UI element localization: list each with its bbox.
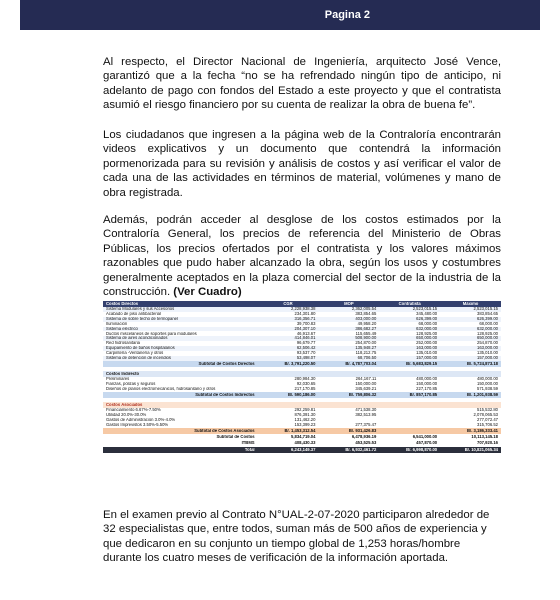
cell-maximo: 128,925.00 [477, 331, 498, 336]
row-label: Carpintería -Ventanería y otros [106, 351, 164, 356]
cell-maximo: B/. 10,821,065.34 [464, 447, 498, 452]
cell-mop: 264,167.11 [355, 377, 377, 382]
cell-maximo: 2,523,015.15 [473, 307, 498, 312]
cell-contratista: 345,480.00 [416, 312, 438, 317]
cell-contratista: 2,523,015.15 [412, 307, 438, 312]
cell-contratista: 128,925.00 [416, 331, 438, 336]
cell-mop: 254,870.00 [355, 341, 377, 346]
cell-contratista: 457,870.00 [416, 441, 438, 446]
cell-cgr: 96,679.77 [296, 341, 316, 346]
row-label: Red hidrosanitaria [106, 341, 140, 346]
cell-maximo: 157,000.00 [477, 356, 498, 361]
row-label: Fianzas, pólizas y seguros [106, 382, 156, 387]
cell-contratista: 163,000.00 [416, 346, 438, 351]
cell-maximo: 10,113,145.18 [471, 435, 498, 440]
cell-contratista: B/. 5,683,829.15 [406, 361, 438, 366]
row-label: Acabado de piso antibacterial [106, 312, 161, 317]
cell-cgr: 408,430.33 [294, 441, 316, 446]
cell-mop: 49,958.20 [357, 321, 377, 326]
col-header-mop: MOP [344, 301, 354, 306]
col-header-cgr: CGR [283, 301, 293, 306]
cell-maximo: 383,854.65 [477, 312, 498, 317]
row-label: Equipamiento de baños hospitalarios [106, 346, 175, 351]
cell-contratista: 6,541,000.00 [412, 435, 438, 440]
cell-cgr: 39,700.83 [296, 321, 316, 326]
direct-subtotal-row [103, 361, 501, 367]
cell-mop: 118,212.75 [355, 351, 377, 356]
table-row [103, 387, 501, 392]
cell-cgr: 217,170.85 [294, 387, 316, 392]
indirect-section-label: Costos Indirecto [106, 371, 140, 376]
row-label: Sistema eléctrico [106, 326, 138, 331]
paragraph-1: Al respecto, el Director Nacional de Ingeniería, arquitecto José Vence, garantizó que a la fecha “no se ha refrendado ningún tipo de anticipo, ni adelanto de pago con fondos del Estado a este proyecto y que el contratista asumió el riesgo financiero por su cuenta de realizar la obra de buena fe”. [103, 56, 501, 112]
cell-cgr: 62,506.42 [296, 346, 316, 351]
row-label: Gastos Imprevistos 3.50%-5.50% [106, 423, 169, 428]
cell-contratista: 68,000.00 [418, 321, 438, 326]
cell-contratista: 626,399.00 [416, 316, 438, 321]
cell-contratista: 227,170.85 [416, 387, 438, 392]
row-label: Sistema Modulares y sus Accesorios [106, 307, 175, 312]
cell-cgr: 92,030.65 [296, 382, 316, 387]
cell-maximo: B/. 3,186,333.41 [467, 428, 498, 433]
table-header-row [103, 301, 501, 307]
cell-maximo: 480,000.00 [477, 377, 498, 382]
cell-cgr: 414,846.01 [294, 336, 316, 341]
cell-maximo: 277,072.47 [477, 418, 498, 423]
cell-maximo: 68,000.00 [479, 321, 498, 326]
cost-table [103, 301, 501, 453]
cell-mop: 508,900.00 [355, 336, 377, 341]
paragraph-3-text: Además, podrán acceder al desglose de los costos estimados por la Contraloría General, los precios de referencia del Ministerio de Obras Públicas, los precios ofertados por el contratista y los valores máximos razonables que pudo haber alcanzado la obra, según los usos y costumbres generalmente aceptados en la plaza comercial del sector de la industria de la construcción. [103, 214, 501, 299]
cell-contratista: 157,000.00 [416, 356, 438, 361]
cell-mop: B/. 759,806.32 [348, 392, 377, 397]
itbms-row [103, 441, 501, 447]
direct-costs-body [103, 307, 501, 361]
cell-maximo: 135,010.00 [477, 351, 498, 356]
ver-cuadro-link[interactable]: (Ver Cuadro) [173, 286, 242, 299]
row-label: Subtotal de Costos Indirectos [195, 392, 255, 397]
table-row [103, 356, 501, 361]
cell-maximo: B/. 1,201,938.59 [467, 392, 498, 397]
cell-cgr: 292,259.81 [294, 408, 316, 413]
cell-maximo: 571,938.59 [477, 387, 498, 392]
cell-maximo: 515,532.80 [477, 408, 498, 413]
row-label: Total [244, 447, 255, 452]
cell-mop: 345,639.21 [355, 387, 377, 392]
cell-cgr: 46,913.67 [296, 331, 316, 336]
cell-mop: 6,478,936.19 [351, 435, 377, 440]
cell-mop: 382,513.95 [355, 413, 377, 418]
cell-cgr: 204,307.10 [294, 326, 316, 331]
paragraph-2: Los ciudadanos que ingresen a la página web de la Contraloría encontrarán videos explicativos y un documento que contendrá la información pormenorizada para su revisión y análisis de costos y así verificar el valor de cada una de las actividades en términos de material, volúmenes y mano de obra registrada. [103, 129, 501, 199]
cell-maximo: 626,399.00 [477, 316, 498, 321]
row-label: Subtotal de Costos [216, 435, 255, 440]
cell-cgr: 5,834,719.04 [291, 435, 316, 440]
cell-cgr: B/. 3,791,220.50 [284, 361, 316, 366]
cell-mop: 2,362,005.54 [351, 307, 377, 312]
indirect-subtotal-row [103, 392, 501, 398]
cell-contratista: 252,000.00 [416, 341, 438, 346]
row-label: Gastos de Administración 3.0%-4.0% [106, 418, 176, 423]
cell-cgr: 234,301.80 [294, 312, 316, 317]
row-label: ITBMS [241, 441, 255, 446]
row-label: Diseños de planos electromecánicos, hidrosanitario y otros [106, 387, 216, 392]
cell-cgr: 876,391.30 [294, 413, 316, 418]
cell-cgr: 280,984.30 [294, 377, 316, 382]
cell-maximo: 150,000.00 [477, 382, 498, 387]
cell-mop: 150,000.00 [355, 382, 377, 387]
table-row [103, 423, 501, 428]
cell-mop: 115,655.49 [355, 331, 377, 336]
assoc-section-label: Costos Asociados [106, 402, 143, 407]
row-label: Sistema de sobre techo de termopanel [106, 316, 178, 321]
cell-mop: 68,706.50 [357, 356, 377, 361]
cell-contratista: B/. 857,170.85 [409, 392, 438, 397]
cell-maximo: 254,870.00 [477, 341, 498, 346]
cell-cgr: B/. 1,453,312.54 [284, 428, 316, 433]
cell-mop: 135,948.27 [355, 346, 377, 351]
row-label: Sistema de aires acondicionados [106, 336, 168, 341]
cell-contratista: 150,000.00 [416, 382, 438, 387]
page-number-label: Pagina 2 [324, 9, 370, 21]
cell-cgr: B/. 590,186.00 [287, 392, 316, 397]
row-label: Financiamiento 6.67%-7.50% [106, 408, 161, 413]
cell-maximo: 650,000.00 [477, 336, 498, 341]
cell-mop: 277,375.47 [355, 423, 377, 428]
col-header-contratista: Contratista [398, 301, 421, 306]
subtotal-costos-row [103, 434, 501, 440]
cell-cgr: 53,498.07 [296, 356, 316, 361]
cell-cgr: 131,462.20 [294, 418, 316, 423]
table-header-label: Costos Directos [106, 301, 139, 306]
cell-mop: 471,538.30 [355, 408, 377, 413]
cell-contratista: 632,000.00 [416, 326, 438, 331]
page-header-bar [20, 0, 540, 30]
cell-cgr: 93,537.70 [296, 351, 316, 356]
cell-mop: 383,854.65 [355, 312, 377, 317]
row-label: Utilidad 20.0%-30.0% [106, 413, 147, 418]
cell-maximo: B/. 5,724,873.18 [467, 361, 498, 366]
paragraph-4: En el examen previo al Contrato N°UAL-2-07-2020 participaron alrededor de 32 especialistas que, entre todos, suman más de 500 años de experiencia y que dedicaron en su conjunto un tiempo global de 1,253 horas/hombre durante los cuatro meses de verificación de la información aportada. [103, 509, 490, 565]
cell-maximo: 163,000.00 [477, 346, 498, 351]
paragraph-3 [103, 213, 501, 299]
cell-mop: B/. 931,426.83 [348, 428, 377, 433]
row-label: Ductos misceláneos de soportes para modulares [106, 331, 197, 336]
col-header-maximo: Máximo [462, 301, 479, 306]
cell-contratista: 650,000.00 [416, 336, 438, 341]
cell-maximo: 2,078,065.53 [473, 413, 498, 418]
row-label: Subtotal de Costos Asociados [194, 428, 255, 433]
row-label: Subtotal de Costos Directos [198, 361, 255, 366]
cell-mop: 403,000.00 [355, 316, 377, 321]
indirect-costs-body [103, 377, 501, 392]
cell-mop: B/. 4,787,703.04 [345, 361, 377, 366]
cell-cgr: 6,243,149.37 [291, 447, 316, 452]
row-label: Iluminación [106, 321, 128, 326]
cell-cgr: 2,228,938.38 [291, 307, 316, 312]
cell-mop: 386,682.27 [355, 326, 377, 331]
cell-mop: B/. 6,932,461.72 [345, 447, 377, 452]
cell-maximo: 632,000.00 [477, 326, 498, 331]
assoc-costs-body [103, 408, 501, 428]
assoc-subtotal-row [103, 428, 501, 434]
cell-contratista: B/. 6,998,870.00 [406, 447, 438, 452]
cell-maximo: 707,920.16 [477, 441, 498, 446]
cell-cgr: 153,399.23 [294, 423, 316, 428]
row-label: Sistema de detención de incendios [106, 356, 171, 361]
total-row [103, 447, 501, 454]
cell-maximo: 315,706.52 [477, 423, 498, 428]
cell-contratista: 135,010.00 [416, 351, 438, 356]
cell-mop: 453,525.53 [355, 441, 377, 446]
row-label: Preliminares [106, 377, 130, 382]
cell-contratista: 480,000.00 [416, 377, 438, 382]
cell-cgr: 316,356.71 [294, 316, 316, 321]
